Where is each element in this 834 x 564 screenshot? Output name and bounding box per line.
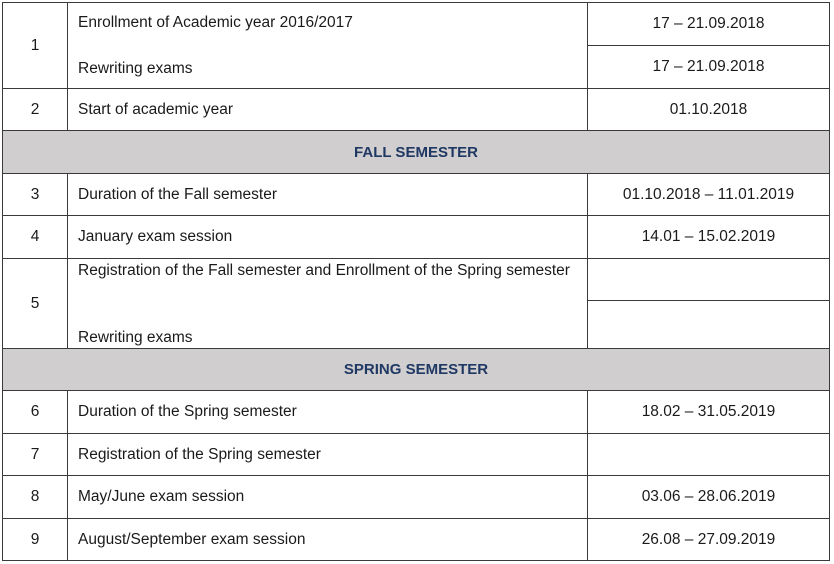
- row-date: 17 – 21.09.2018: [587, 45, 830, 89]
- section-header-spring: SPRING SEMESTER: [2, 348, 830, 391]
- row-description: Start of academic year: [67, 88, 588, 131]
- row-description: August/September exam session: [67, 518, 588, 561]
- row-number: 3: [2, 173, 68, 216]
- row-number: 1: [2, 2, 68, 89]
- row-date: 01.10.2018 – 11.01.2019: [587, 173, 830, 216]
- row-number: 2: [2, 88, 68, 131]
- row-number: 7: [2, 433, 68, 476]
- row-description: [67, 258, 588, 349]
- row-date: 18.02 – 31.05.2019: [587, 390, 830, 434]
- row-description: Registration of the Spring semester: [67, 433, 588, 476]
- row-number: 4: [2, 215, 68, 259]
- item-registration-enrollment: Registration of the Fall semester and Enrollment of the Spring semester: [78, 262, 570, 279]
- row-number: 8: [2, 475, 68, 519]
- section-header-fall: FALL SEMESTER: [2, 130, 830, 174]
- row-date: 01.10.2018: [587, 88, 830, 131]
- item-rewriting-exams: Rewriting exams: [78, 60, 193, 77]
- row-description: Duration of the Spring semester: [67, 390, 588, 434]
- row-date: [587, 433, 830, 476]
- item-enrollment: Enrollment of Academic year 2016/2017: [78, 14, 353, 31]
- row-number: 6: [2, 390, 68, 434]
- row-description: Duration of the Fall semester: [67, 173, 588, 216]
- row-description: January exam session: [67, 215, 588, 259]
- row-description: May/June exam session: [67, 475, 588, 519]
- row-date: 03.06 – 28.06.2019: [587, 475, 830, 519]
- row-description: [67, 2, 588, 89]
- row-number: 9: [2, 518, 68, 561]
- row-number: 5: [2, 258, 68, 349]
- row-date: 26.08 – 27.09.2019: [587, 518, 830, 561]
- row-date: [587, 258, 830, 301]
- row-date: 17 – 21.09.2018: [587, 2, 830, 46]
- row-date: 14.01 – 15.02.2019: [587, 215, 830, 259]
- row-date: [587, 300, 830, 349]
- item-rewriting-exams: Rewriting exams: [78, 329, 193, 346]
